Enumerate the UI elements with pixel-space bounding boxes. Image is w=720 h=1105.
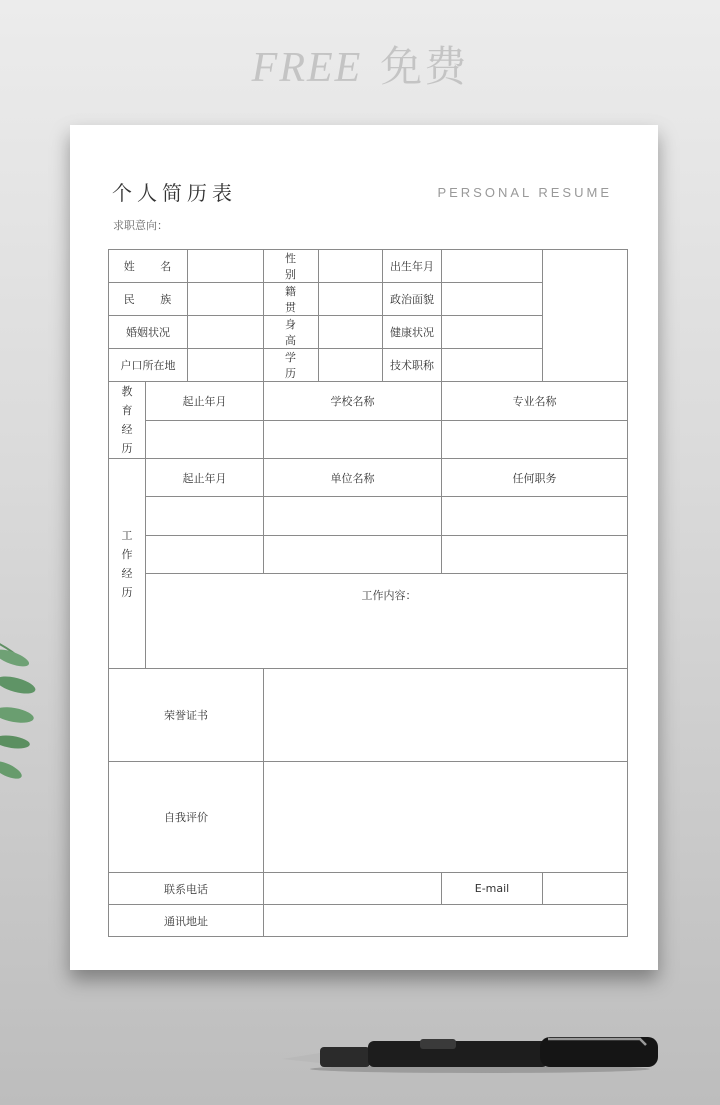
- field-political[interactable]: [442, 283, 543, 316]
- edu-header-date: 起止年月: [146, 382, 264, 421]
- work-field-position-1[interactable]: [442, 497, 628, 536]
- label-native-place: 籍 贯: [264, 283, 319, 316]
- self-eval-field[interactable]: [264, 762, 628, 873]
- work-header-date: 起止年月: [146, 459, 264, 497]
- edu-char: 经: [121, 423, 133, 436]
- edu-char: 历: [121, 442, 133, 455]
- work-field-date-2[interactable]: [146, 536, 264, 574]
- field-gender[interactable]: [319, 250, 383, 283]
- edu-field-major[interactable]: [442, 421, 628, 459]
- work-header-company: 单位名称: [264, 459, 442, 497]
- edu-header-major: 专业名称: [442, 382, 628, 421]
- work-char: 工: [121, 528, 133, 542]
- label-gender: 性 别: [264, 250, 319, 283]
- work-content-field[interactable]: [146, 574, 628, 669]
- work-field-date-1[interactable]: [146, 497, 264, 536]
- banner-free-cn: 免费: [380, 42, 469, 91]
- field-ethnicity[interactable]: [188, 283, 264, 316]
- label-degree: 学 历: [264, 349, 319, 382]
- banner: [0, 34, 720, 94]
- field-height[interactable]: [319, 316, 383, 349]
- edu-char: 教: [121, 385, 133, 398]
- edu-header-school: 学校名称: [264, 382, 442, 421]
- plant-leaf-icon: [0, 630, 42, 800]
- email-label: E-mail: [442, 873, 543, 905]
- label-political: 政治面貌: [383, 283, 442, 316]
- phone-field[interactable]: [264, 873, 442, 905]
- work-char: 历: [121, 585, 133, 599]
- label-height: 身 高: [264, 316, 319, 349]
- resume-table: [108, 249, 628, 937]
- work-field-company-2[interactable]: [264, 536, 442, 574]
- edu-field-school[interactable]: [264, 421, 442, 459]
- job-objective-label: 求职意向：: [113, 219, 168, 232]
- field-marital[interactable]: [188, 316, 264, 349]
- label-ethnicity: 民 族: [109, 283, 188, 316]
- work-header-position: 任何职务: [442, 459, 628, 497]
- label-tech-title: 技术职称: [383, 349, 442, 382]
- field-degree[interactable]: [319, 349, 383, 382]
- education-section-label: [109, 382, 146, 459]
- label-birth: 出生年月: [383, 250, 442, 283]
- field-tech-title[interactable]: [442, 349, 543, 382]
- resume-title: 个人简历表: [112, 181, 237, 205]
- phone-label: 联系电话: [109, 873, 264, 905]
- field-hukou[interactable]: [188, 349, 264, 382]
- address-field[interactable]: [264, 905, 628, 937]
- edu-char: 育: [121, 404, 133, 417]
- work-field-position-2[interactable]: [442, 536, 628, 574]
- field-health[interactable]: [442, 316, 543, 349]
- edu-field-date[interactable]: [146, 421, 264, 459]
- label-name: 姓 名: [109, 250, 188, 283]
- label-health: 健康状况: [383, 316, 442, 349]
- honors-field[interactable]: [264, 669, 628, 762]
- label-hukou: 户口所在地: [109, 349, 188, 382]
- resume-subtitle: PERSONAL RESUME: [437, 185, 612, 200]
- photo-box[interactable]: [543, 250, 628, 382]
- field-native-place[interactable]: [319, 283, 383, 316]
- fountain-pen-icon: [280, 1025, 665, 1075]
- banner-free: FREE: [251, 45, 363, 91]
- self-eval-label: 自我评价: [109, 762, 264, 873]
- work-section-label: [109, 459, 146, 669]
- field-birth[interactable]: [442, 250, 543, 283]
- work-content-label: 工作内容：: [361, 589, 417, 602]
- resume-paper: [70, 125, 658, 970]
- address-label: 通讯地址: [109, 905, 264, 937]
- work-field-company-1[interactable]: [264, 497, 442, 536]
- honors-label: 荣誉证书: [109, 669, 264, 762]
- work-char: 作: [121, 547, 133, 561]
- label-marital: 婚姻状况: [109, 316, 188, 349]
- work-char: 经: [121, 566, 133, 580]
- field-name[interactable]: [188, 250, 264, 283]
- email-field[interactable]: [543, 873, 628, 905]
